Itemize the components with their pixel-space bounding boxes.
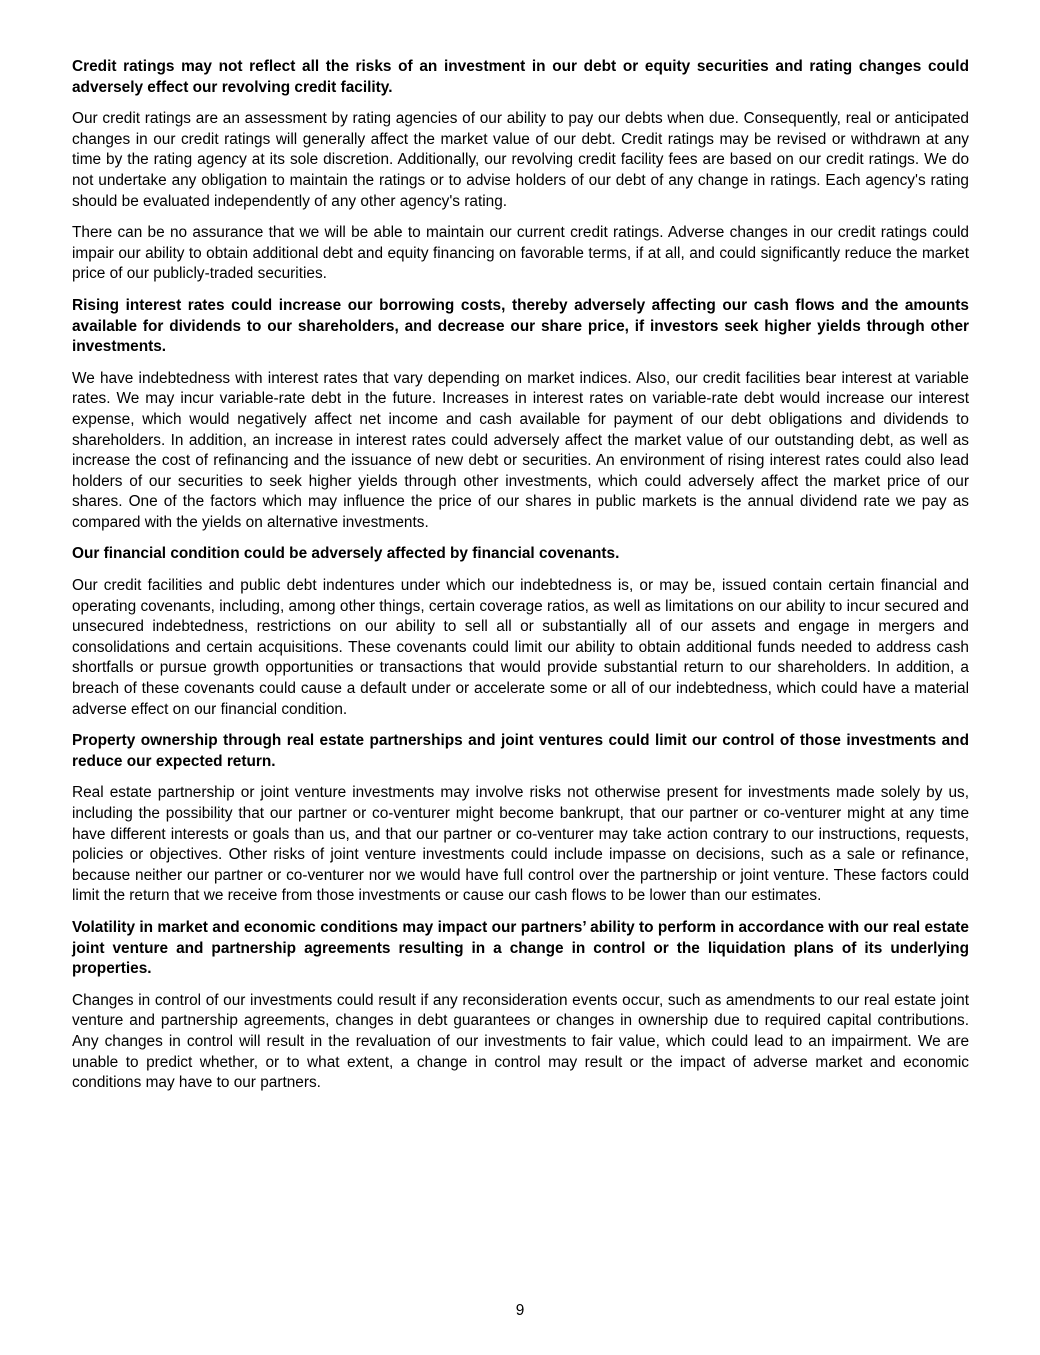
document-page xyxy=(72,57,969,1105)
risk-section-market-volatility xyxy=(72,918,969,1094)
body-paragraph: Changes in control of our investments could result if any reconsideration events occur, such as amendments to our real estate joint venture and partnership agreements, changes in debt guarantees or changes in ownership due to required capital contributions. Any changes in control will result in the revaluation of our investments to fair value, which could lead to an impairment. We are unable to predict whether, or to what extent, a change in control may result or the impact of adverse market and economic conditions may have to our partners. xyxy=(72,991,969,1092)
section-heading: Credit ratings may not reflect all the risks of an investment in our debt or equity securities and rating changes could adversely effect our revolving credit facility. xyxy=(72,58,969,96)
section-heading: Property ownership through real estate partnerships and joint ventures could limit our control of those investments and reduce our expected return. xyxy=(72,732,969,770)
body-paragraph: There can be no assurance that we will be able to maintain our current credit ratings. Adverse changes in our credit ratings could impair our ability to obtain additional debt and equity financing on favorable terms, if at all, and could significantly reduce the market price of our publicly-traded securities. xyxy=(72,224,969,283)
page-number: 9 xyxy=(515,1302,525,1319)
body-paragraph: Our credit ratings are an assessment by rating agencies of our ability to pay our debts when due. Consequently, real or anticipated changes in our credit ratings will generally affect the market value of our debt. Credit ratings may be revised or withdrawn at any time by the rating agency at its sole discretion. Additionally, our revolving credit facility fees are based on our credit ratings. We do not undertake any obligation to maintain the ratings or to advise holders of our debt of any change in ratings. Each agency's rating should be evaluated independently of any other agency's rating. xyxy=(72,110,969,210)
section-heading: Rising interest rates could increase our borrowing costs, thereby adversely affecting our cash flows and the amounts available for dividends to our shareholders, and decrease our share price, if investors seek higher yields through other investments. xyxy=(72,296,969,356)
risk-section-credit-ratings xyxy=(72,57,969,285)
body-paragraph: We have indebtedness with interest rates that vary depending on market indices. Also, our credit facilities bear interest at variable rates. We may incur variable-rate debt in the future. Increases in interest rates on variable-rate debt would increase our interest expense, which would negatively affect net income and cash available for payment of our debt obligations and dividends to shareholders. In addition, an increase in interest rates could adversely affect the market value of our outstanding debt, as well as increase the cost of refinancing and the issuance of new debt or securities. An environment of rising interest rates could also lead holders of our securities to seek higher yields through other investments, which could adversely affect the market price of our shares. One of the factors which may influence the price of our shares in public markets is the annual dividend rate we pay as compared with the yields on alternative investments. xyxy=(72,369,969,531)
risk-section-financial-covenants xyxy=(72,544,969,720)
risk-section-interest-rates xyxy=(72,296,969,534)
section-heading: Our financial condition could be adversely affected by financial covenants. xyxy=(72,545,620,563)
body-paragraph: Real estate partnership or joint venture investments may involve risks not otherwise present for investments made solely by us, including the possibility that our partner or co-venturer might become bankrupt, that our partner or co-venturer might at any time have different interests or goals than us, and that our partner or co-venturer may take action contrary to our instructions, requests, policies or objectives. Other risks of joint venture investments could include impasse on decisions, such as a sale or refinance, because neither our partner or co-venturer nor we would have full control over the partnership or joint venture. These factors could limit the return that we receive from those investments or cause our cash flows to be lower than our estimates. xyxy=(72,784,969,905)
body-paragraph: Our credit facilities and public debt indentures under which our indebtedness is, or may be, issued contain certain financial and operating covenants, including, among other things, certain coverage ratios, as well as limitations on our ability to incur secured and unsecured indebtedness, restrictions on our ability to sell all or substantially all of our assets and engage in mergers and consolidations and certain acquisitions. These covenants could limit our ability to obtain additional funds needed to address cash shortfalls or pursue growth opportunities or transactions that would provide substantial return to our shareholders. In addition, a breach of these covenants could cause a default under or accelerate some or all of our indebtedness, which could have a material adverse effect on our financial condition. xyxy=(72,577,969,718)
risk-section-joint-ventures xyxy=(72,731,969,907)
section-heading: Volatility in market and economic conditions may impact our partners’ ability to perform in accordance with our real estate joint venture and partnership agreements resulting in a change in control or the liquidation plans of its underlying properties. xyxy=(72,918,969,978)
